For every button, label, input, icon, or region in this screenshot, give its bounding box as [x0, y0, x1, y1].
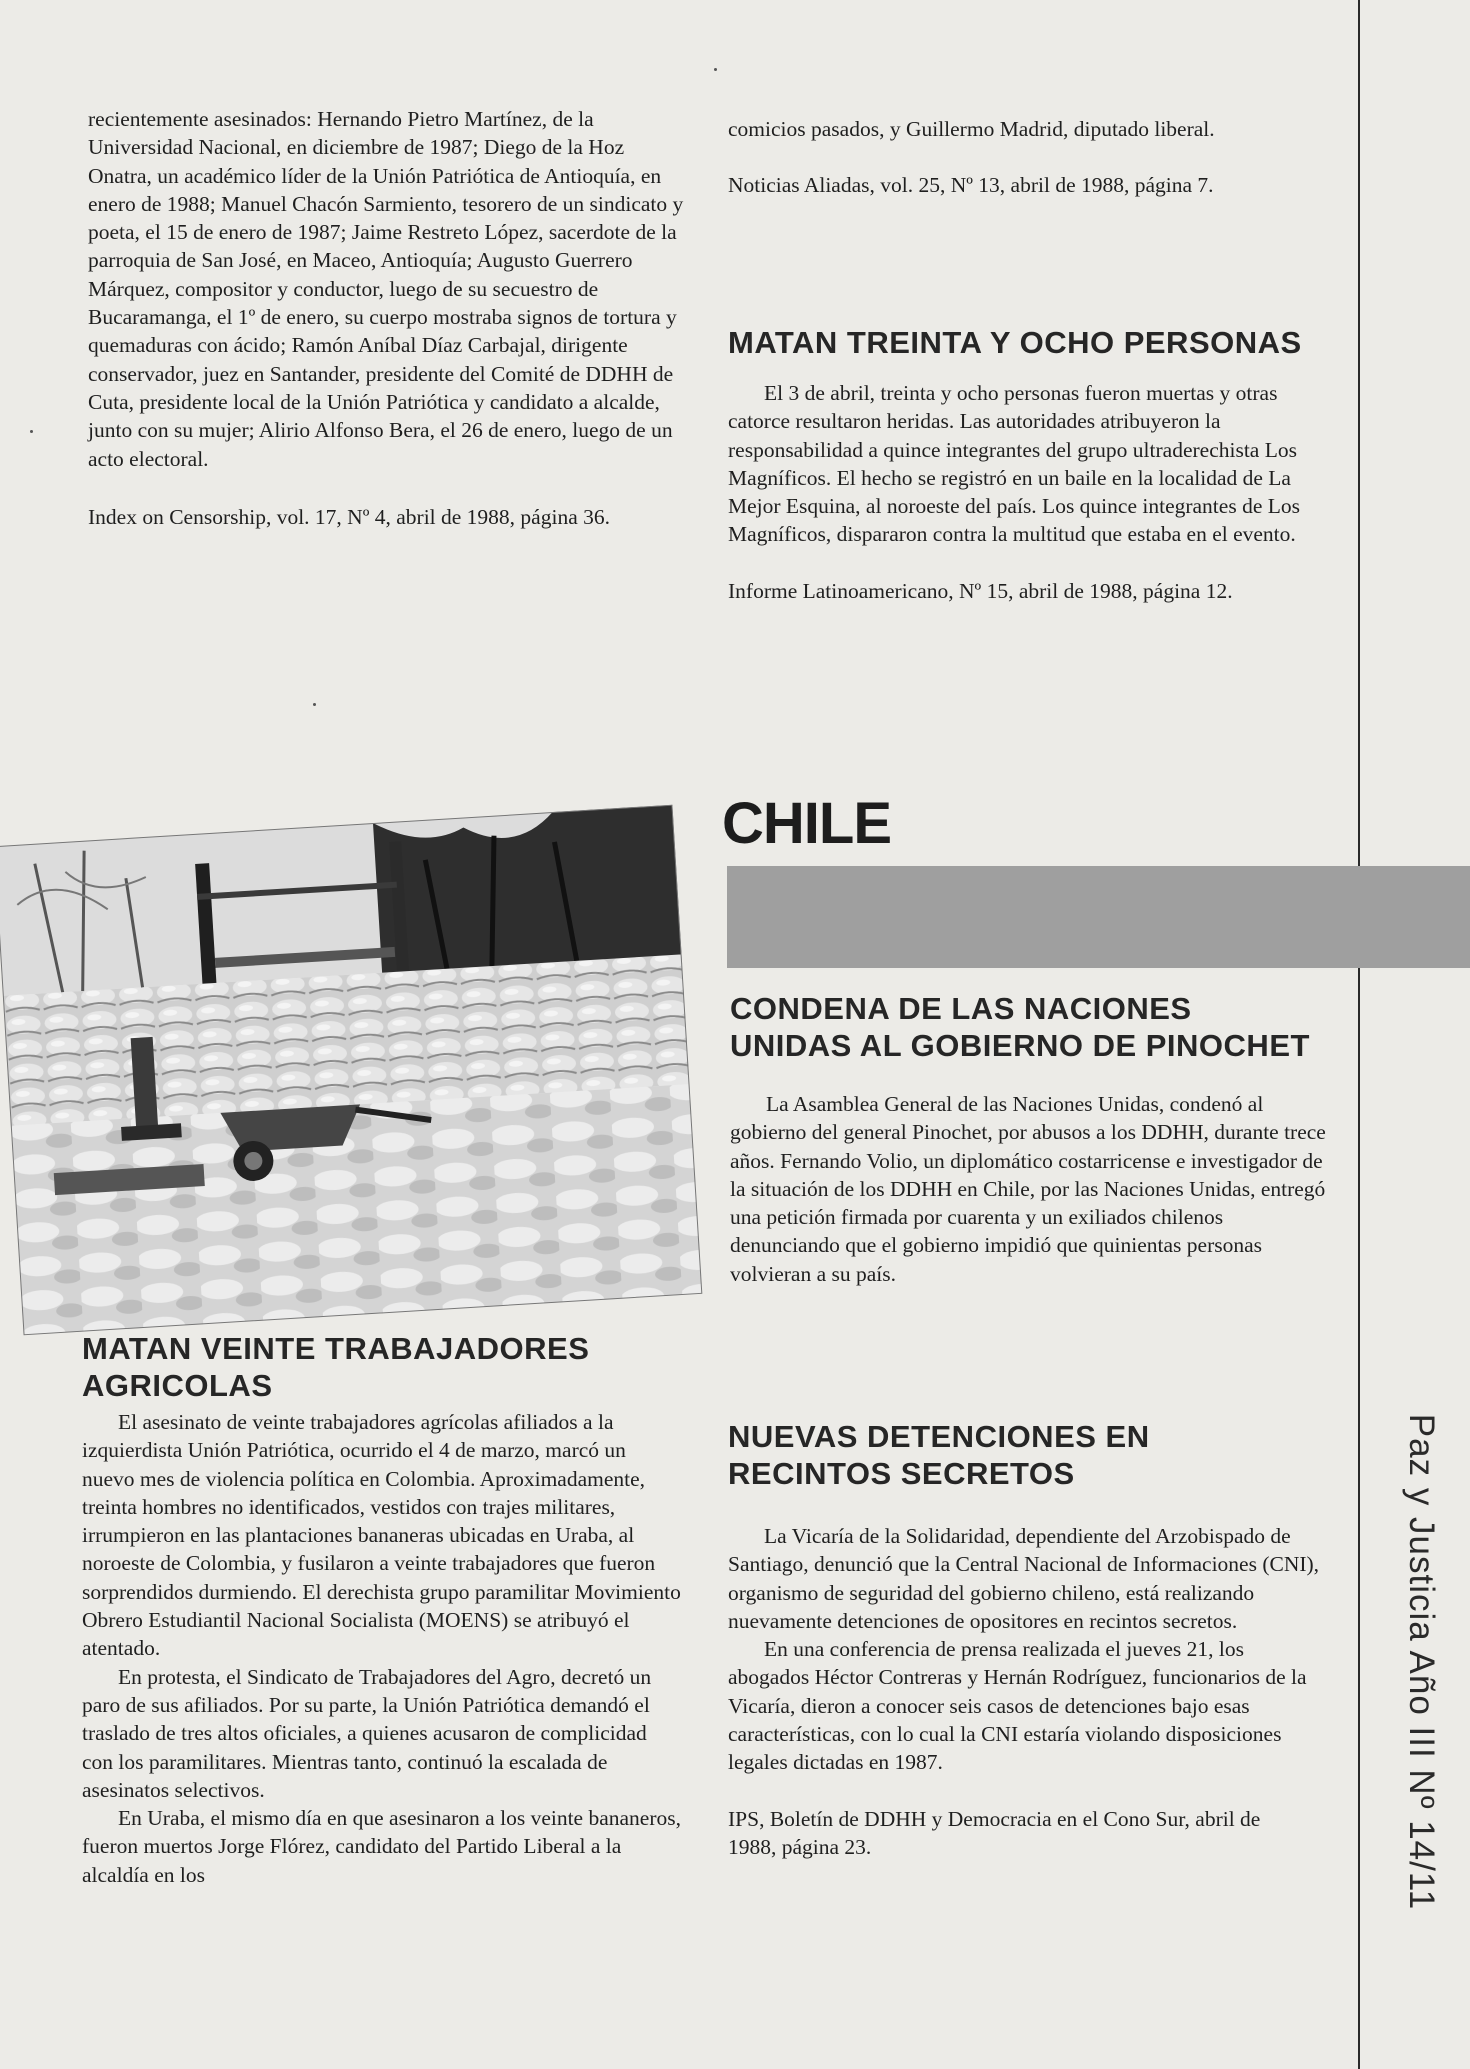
source-citation: IPS, Boletín de DDHH y Democracia en el Cono Sur, abril de 1988, página 23. — [728, 1806, 1261, 1859]
running-head: Paz y Justicia Año III Nº 14/11 — [1402, 1413, 1441, 1911]
article-title: CONDENA DE LAS NACIONES UNIDAS AL GOBIERNO DE PINOCHET — [730, 991, 1310, 1063]
margin-rule — [1358, 968, 1360, 2069]
article-treinta — [728, 324, 1328, 605]
article-paragraph: En una conferencia de prensa realizada el jueves 21, los abogados Héctor Contreras y Hernán Rodríguez, funcionarios de la Vicaría, dieron a conocer seis casos de detenciones bajo esas características, con lo cual la CNI estaría violando disposiciones legales dictadas en 1987. — [728, 1637, 1307, 1775]
speck — [714, 68, 717, 71]
margin-rule — [1358, 0, 1360, 866]
article-title: MATAN VEINTE TRABAJADORES AGRICOLAS — [82, 1331, 590, 1403]
article-condena — [730, 990, 1330, 1288]
continued-paragraph: recientemente asesinados: Hernando Pietro Martínez, de la Universidad Nacional, en diciembre de 1987; Diego de la Hoz Onatra, un académico líder de la Unión Patriótica de Antioquía, en enero de 1988; Manuel Chacón Sarmiento, tesorero de un sindicato y poeta, el 15 de enero de 1987; Jaime Restreto López, sacerdote de la parroquia de San José, en Maceo, Antioquía; Augusto Guerrero Márquez, compositor y conductor, luego de su secuestro de Bucaramanga, el 1º de enero, su cuerpo mostraba signos de tortura y quemaduras con ácido; Ramón Aníbal Díaz Carbajal, dirigente conservador, juez en Santander, presidente del Comité de DDHH de Cuta, presidente local de la Unión Patriótica y candidato a alcalde, junto con su mujer; Alirio Alfonso Bera, el 26 de enero, luego de un acto electoral. — [88, 107, 684, 471]
article-paragraph: La Vicaría de la Solidaridad, dependiente del Arzobispado de Santiago, denunció que la Central Nacional de Informaciones (CNI), organismo de seguridad del gobierno chileno, está realizando nuevamente detenciones de opositores en recintos secretos. — [728, 1524, 1320, 1633]
article-detenciones — [728, 1418, 1328, 1861]
article-paragraph: En Uraba, el mismo día en que asesinaron a los veinte bananeros, fueron muertos Jorge Flórez, candidato del Partido Liberal a la alcaldía en los — [82, 1806, 681, 1887]
article-paragraph: La Asamblea General de las Naciones Unidas, condenó al gobierno del general Pinochet, por abusos a los DDHH, durante trece años. Fernando Volio, un diplomático costarricense e investigador de la situación de los DDHH en Chile, por las Naciones Unidas, entregó una petición firmada por cuarenta y un exiliados chilenos denunciando que el gobierno impidió que quinientas personas volvieran a su país. — [730, 1092, 1326, 1286]
article-paragraph: El 3 de abril, treinta y ocho personas fueron muertas y otras catorce resultaron heridas. Las autoridades atribuyeron la responsabilidad a quince integrantes del grupo ultraderechista Los Magníficos. El hecho se registró en un baile en la localidad de La Mejor Esquina, al noroeste del país. Los quince integrantes de Los Magníficos, dispararon contra la multitud que estaba en el evento. — [728, 381, 1300, 547]
article-title: MATAN TREINTA Y OCHO PERSONAS — [728, 325, 1302, 360]
speck — [313, 703, 316, 706]
left-column-top — [88, 105, 684, 531]
speck — [30, 430, 33, 433]
source-citation: Informe Latinoamericano, Nº 15, abril de 1988, página 12. — [728, 578, 1233, 603]
banana-plantation-photo — [0, 805, 702, 1336]
section-band — [727, 866, 1470, 968]
article-title: NUEVAS DETENCIONES EN RECINTOS SECRETOS — [728, 1419, 1150, 1491]
article-paragraph: El asesinato de veinte trabajadores agrícolas afiliados a la izquierdista Unión Patriótica, ocurrido el 4 de marzo, marcó un nuevo mes de violencia política en Colombia. Aproximadamente, treinta hombres no identificados, vestidos con trajes militares, irrumpieron en las plantaciones bananeras ubicadas en Uraba, al noroeste de Colombia, y fusilaron a veinte trabajadores que fueron sorprendidos durmiendo. El derechista grupo paramilitar Movimiento Obrero Estudiantil Nacional Socialista (MOENS) se atribuyó el atentado. — [82, 1410, 681, 1661]
source-citation: Noticias Aliadas, vol. 25, Nº 13, abril de 1988, página 7. — [728, 173, 1214, 198]
source-citation: Index on Censorship, vol. 17, Nº 4, abril de 1988, página 36. — [88, 504, 610, 529]
continued-paragraph: comicios pasados, y Guillermo Madrid, diputado liberal. — [728, 117, 1215, 141]
article-paragraph: En protesta, el Sindicato de Trabajadores del Agro, decretó un paro de sus afiliados. Por su parte, la Unión Patriótica demandó el traslado de tres altos oficiales, a quienes acusaron de complicidad con los paramilitares. Mientras tanto, continuó la escalada de asesinatos selectivos. — [82, 1664, 652, 1802]
right-column-top — [728, 115, 1328, 200]
section-heading: CHILE — [722, 791, 891, 856]
article-trabajadores — [82, 1330, 682, 1889]
